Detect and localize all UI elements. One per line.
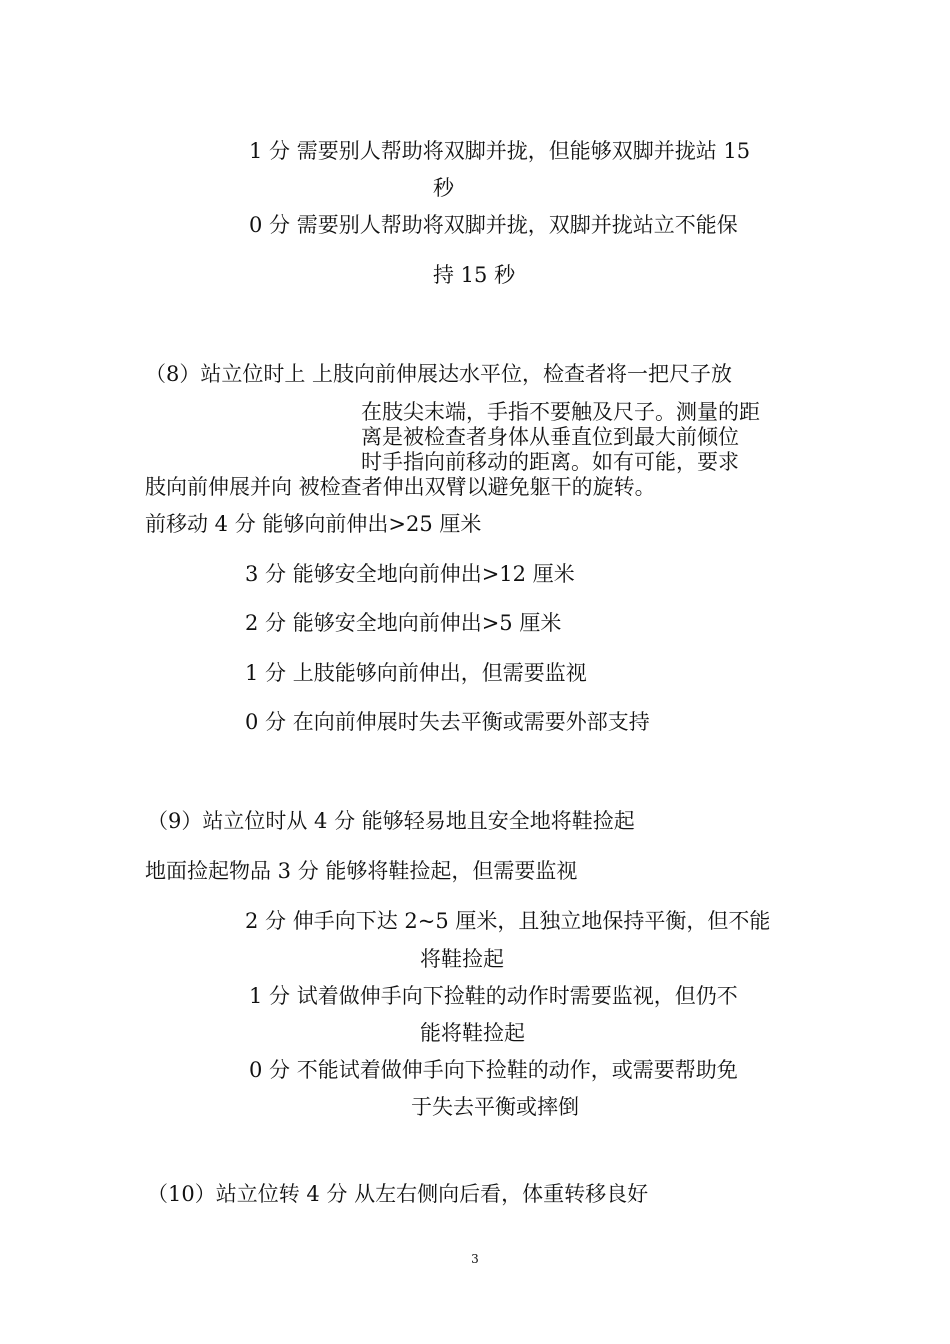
text-line: 秒 bbox=[433, 176, 454, 200]
text-line: 肢向前伸展并向 被检查者伸出双臂以避免躯干的旋转。 bbox=[145, 475, 656, 499]
text-line: 能将鞋捡起 bbox=[420, 1021, 525, 1045]
text-line: 2 分 伸手向下达 2~5 厘米，且独立地保持平衡，但不能 bbox=[245, 909, 771, 933]
text-line: 3 分 能够安全地向前伸出>12 厘米 bbox=[245, 562, 575, 586]
text-line: （9）站立位时从 4 分 能够轻易地且安全地将鞋捡起 bbox=[147, 809, 635, 833]
text-line: 地面捡起物品 3 分 能够将鞋捡起，但需要监视 bbox=[145, 859, 578, 883]
text-line: 0 分 需要别人帮助将双脚并拢，双脚并拢站立不能保 bbox=[249, 213, 738, 237]
text-line: 1 分 试着做伸手向下捡鞋的动作时需要监视，但仍不 bbox=[249, 984, 738, 1008]
text-line: 0 分 不能试着做伸手向下捡鞋的动作，或需要帮助免 bbox=[249, 1058, 738, 1082]
text-line: 在肢尖末端，手指不要触及尺子。测量的距 bbox=[361, 400, 760, 424]
text-line: 时手指向前移动的距离。如有可能，要求 bbox=[361, 450, 739, 474]
text-line: 离是被检查者身体从垂直位到最大前倾位 bbox=[361, 425, 739, 449]
text-line: 1 分 上肢能够向前伸出，但需要监视 bbox=[245, 661, 587, 685]
text-line: 0 分 在向前伸展时失去平衡或需要外部支持 bbox=[245, 710, 650, 734]
text-line: （10）站立位转 4 分 从左右侧向后看，体重转移良好 bbox=[147, 1182, 649, 1206]
text-line: 持 15 秒 bbox=[433, 263, 516, 287]
text-line: 前移动 4 分 能够向前伸出>25 厘米 bbox=[145, 512, 482, 536]
page-number: 3 bbox=[471, 1252, 479, 1266]
text-line: 1 分 需要别人帮助将双脚并拢，但能够双脚并拢站 15 bbox=[249, 139, 751, 163]
text-line: 于失去平衡或摔倒 bbox=[411, 1095, 579, 1119]
text-line: 将鞋捡起 bbox=[420, 947, 504, 971]
text-line: （8）站立位时上 上肢向前伸展达水平位，检查者将一把尺子放 bbox=[145, 362, 733, 386]
text-line: 2 分 能够安全地向前伸出>5 厘米 bbox=[245, 611, 562, 635]
